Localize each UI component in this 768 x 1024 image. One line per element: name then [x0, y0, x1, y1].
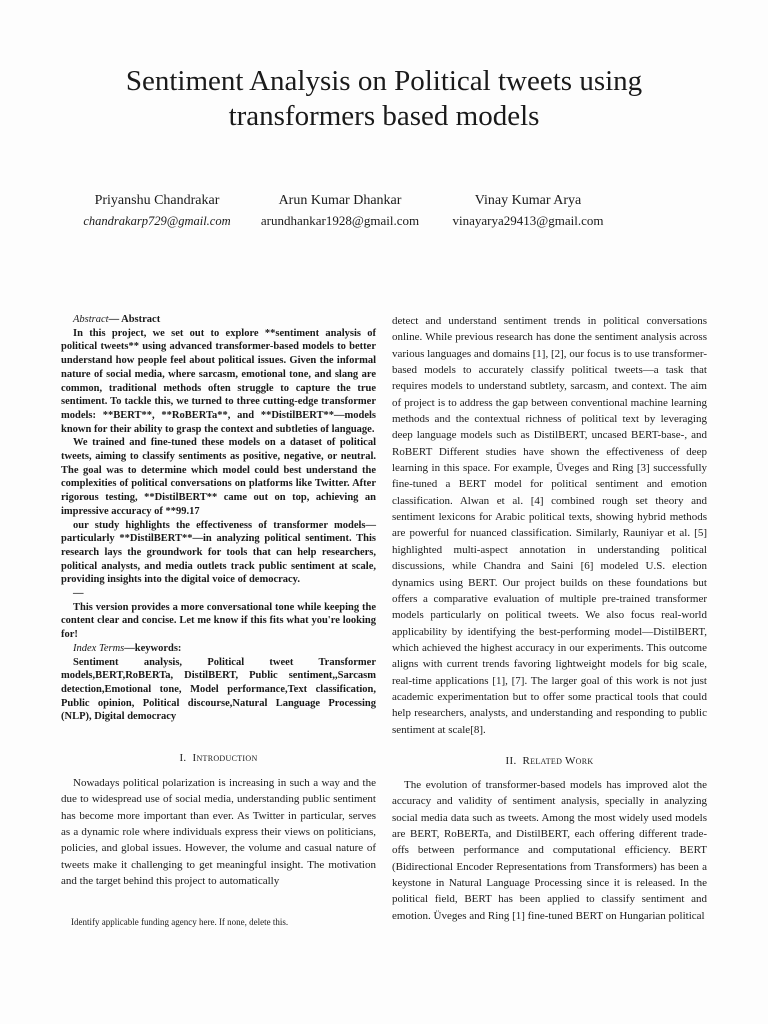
abstract-paragraph: In this project, we set out to explore **sentiment analysis of political tweets** using advanced transformer-based models to better understand how people feel about political issues. Given the informal nature of social media, where sarcasm, emotional tone, and slang are common, traditional methods often struggle to capture the true sentiment. To tackle this, we turned to three cutting-edge transformer models: **BERT**, **RoBERTa**, and **DistilBERT**—models known for their ability to grasp the context and subtleties of language.: [61, 327, 376, 435]
abstract-paragraph: our study highlights the effectiveness of transformer models—particularly **DistilBERT**—in analyzing political sentiment. This research lays the groundwork for tools that can help researchers, political analysts, and media outlets track public sentiment at scale, providing insights into the digital voice of democracy.: [61, 519, 376, 586]
footnote: Identify applicable funding agency here. If none, delete this.: [71, 917, 289, 927]
author-email: arundhankar1928@gmail.com: [260, 213, 420, 228]
author-email: vinayarya29413@gmail.com: [452, 213, 604, 228]
abstract-dash: —: [73, 588, 84, 600]
index-terms-heading: —keywords:: [124, 642, 182, 654]
paper-title: Sentiment Analysis on Political tweets using transformers based models: [125, 65, 643, 132]
abstract-paragraph: This version provides a more conversational tone while keeping the content clear and concise. Let me know if this fits what you're looking for!: [61, 601, 376, 641]
section-title: Related Work: [522, 755, 594, 767]
section-number: I.: [179, 752, 187, 764]
right-column: [392, 313, 707, 738]
abstract-heading: — Abstract: [108, 314, 161, 325]
section-heading: [392, 755, 707, 767]
section-body: [392, 777, 707, 924]
author-name: Arun Kumar Dhankar: [278, 193, 402, 208]
author-block: [413, 192, 643, 230]
body-paragraph: detect and understand sentiment trends in political conversations online. While previous research has done the sentiment analysis across various languages and domains [1], [2], our focus is to use transformer-based models to accurately classify political tweets—a task that requires models to understand subtlety, sarcasm, and context. The aim of project is to address the gap between conventional machine learning methods and the contextual richness of political text by leveraging deep language models such as DistilBERT, uncased BERT-base-, and RoBERT Different studies have shown the effectiveness of deep learning in this space. For example, Üveges and Ring [3] successfully fine-tuned a BERT model for political sentiment and emotion classification. Alwan et al. [4] combined rough set theory and sentiment lexicons for Arabic political texts, showing hybrid methods are powerful for nuanced classification. Similarly, Rauniyar et al. [5] highlighted multi-aspect annotation in understanding political discussions, while Chandra and Saini [6] modeled U.S. election dynamics using BERT. Our project builds on these foundations but offers a comparative evaluation of multiple pre-trained transformer models particularly on political tweets. We also focus real-world applicability by identifying the best-performing model—DistilBERT, which achieved the highest accuracy in our experiments. This outcome aligns with current trends favoring lightweight models for big scale, real-time applications [1], [7]. The larger goal of this work is not just academic experimentation but to offer some practical tools that could help researchers, analysts, and understanding and responding to public sentiment at scale[8].: [392, 315, 707, 736]
index-terms: Sentiment analysis, Political tweet Transformer models,BERT,RoBERTa, DistilBERT, Public sentiment,,Sarcasm detection,Emotional tone, Model performance,Text classification, Public opinion, Political discourse,Natural Language Processing (NLP), Digital democracy: [61, 656, 376, 723]
author-email: chandrakarp729@gmail.com: [83, 214, 231, 228]
index-terms-label: Index Terms: [73, 642, 125, 654]
author-name: Priyanshu Chandrakar: [94, 193, 220, 208]
section-number: II.: [505, 755, 517, 767]
abstract-block: [61, 313, 376, 724]
abstract-paragraph: We trained and fine-tuned these models on a dataset of political tweets, aiming to classify sentiments as positive, negative, or neutral. The goal was to determine which model could best understand the complexities of political conversations on platforms like Twitter. After rigorous testing, **DistilBERT** came out on top, achieving an impressive accuracy of **99.17: [61, 437, 376, 517]
section-heading: [61, 752, 376, 764]
body-paragraph: The evolution of transformer-based models has improved alot the accuracy and validity of sentiment analysis, specially in analyzing social media data such as tweets. Among the most widely used models are BERT, RoBERTa, and DistilBERT, each offering different trade-offs between performance and computational efficiency. BERT (Bidirectional Encoder Representations from Transformers) has been a keystone in Natural Language Processing since it is released. In the political field, BERT has been applied to classify sentiment and emotion. Üveges and Ring [1] fine-tuned BERT on Hungarian political: [392, 779, 707, 922]
abstract-label: Abstract: [73, 314, 109, 325]
body-paragraph: Nowadays political polarization is increasing in such a way and the due to widespread use of social media, understanding public sentiment has become more important than ever. As Twitter in particular, serves as a dynamic role where individuals express their views on politicians, policies, and global issues. However, the volume and casual nature of tweets make it challenging to get meaningful insight. The motivation and the target behind this project to automatically: [61, 777, 376, 888]
index-terms-heading-line: [61, 642, 376, 656]
section-body: [61, 775, 376, 889]
abstract-heading-line: [61, 313, 376, 327]
author-name: Vinay Kumar Arya: [474, 193, 582, 208]
section-title: Introduction: [192, 752, 258, 764]
